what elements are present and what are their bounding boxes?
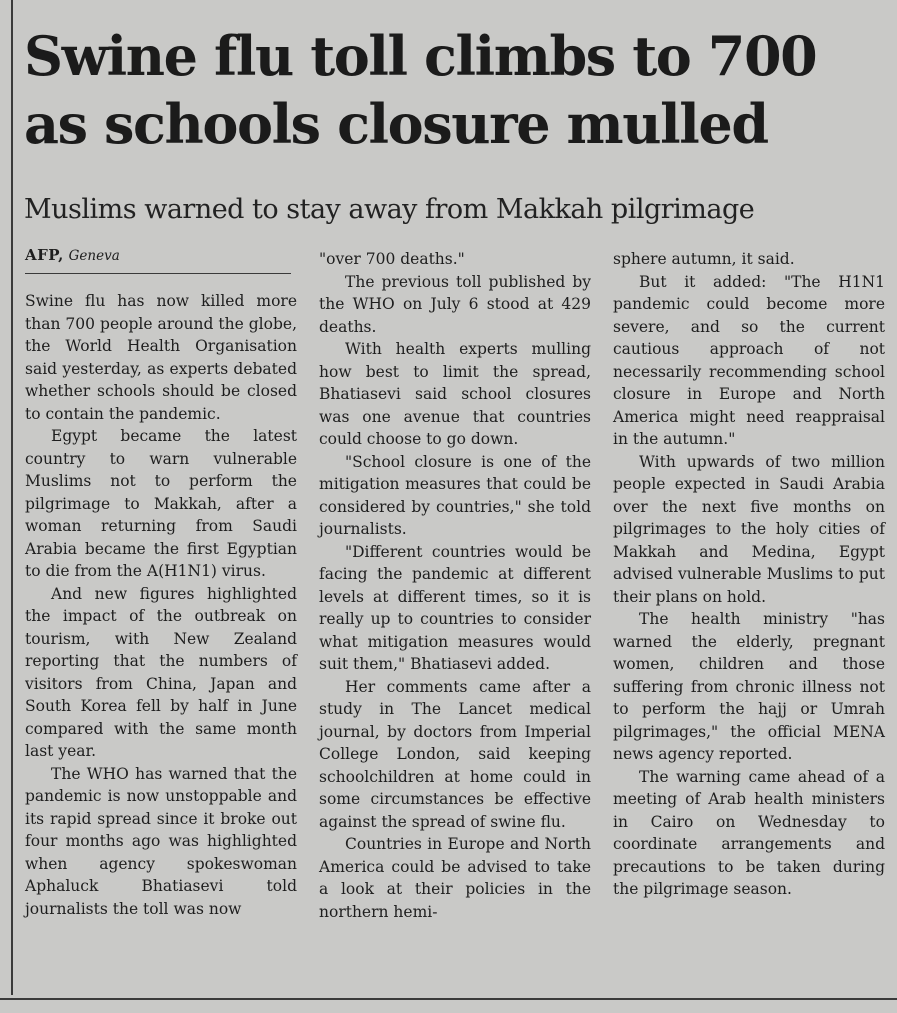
paragraph: Egypt became the latest country to warn vulnerable Muslims not to perform the pilgrimage to Makkah, after a woman returning from Saudi Arabia became the first Egyptian to die from the A(H1N1) virus. [25, 427, 297, 580]
paragraph: But it added: "The H1N1 pandemic could become more severe, and so the current cautious approach of not necessarily recommending school closure in Europe and North America might need reappraisal in the autumn." [613, 272, 885, 448]
headline [24, 22, 894, 158]
paragraph: Countries in Europe and North America could be advised to take a look at their policies in the northern hemi- [319, 835, 591, 921]
paragraph: sphere autumn, it said. [613, 250, 795, 268]
headline-line-1: Swine flu toll climbs to 700 [24, 24, 817, 88]
article-column-2 [319, 248, 591, 923]
article-column-1 [25, 244, 297, 920]
paragraph: The warning came ahead of a meeting of Arab health ministers in Cairo on Wednesday to coordinate arrangements and precautions to be taken during the pilgrimage season. [613, 767, 885, 898]
paragraph: The WHO has warned that the pandemic is now unstoppable and its rapid spread since it broke out four months ago was highlighted when agency spokeswoman Aphaluck Bhatiasevi told journalists the toll was now [25, 764, 297, 918]
paragraph: Swine flu has now killed more than 700 people around the globe, the World Health Organisation said yesterday, as experts debated whether schools should be closed to contain the pandemic. [25, 292, 297, 423]
paragraph: Her comments came after a study in The Lancet medical journal, by doctors from Imperial College London, said keeping schoolchildren at home could in some circumstances be effective against the spread of swine flu. [319, 677, 591, 831]
paragraph: With upwards of two million people expected in Saudi Arabia over the next five months on pilgrimages to the holy cities of Makkah and Medina, Egypt advised vulnerable Muslims to put their plans on hold. [613, 452, 885, 606]
byline [25, 244, 291, 274]
paragraph: "Different countries would be facing the pandemic at different levels at different times, so it is really up to countries to consider what mitigation measures would suit them," Bhatiasevi added. [319, 542, 591, 673]
paragraph: "School closure is one of the mitigation measures that could be considered by countries," she told journalists. [319, 452, 591, 538]
paragraph: The health ministry "has warned the elderly, pregnant women, children and those suffering from chronic illness not to perform the hajj or Umrah pilgrimages," the official MENA news agency reported. [613, 610, 885, 763]
paragraph: With health experts mulling how best to limit the spread, Bhatiasevi said school closures was one avenue that countries could choose to go down. [319, 340, 591, 448]
byline-agency: AFP, [25, 246, 64, 264]
paragraph: And new figures highlighted the impact of the outbreak on tourism, with New Zealand reporting that the numbers of visitors from China, Japan and South Korea fell by half in June compared with the same month last year. [25, 584, 297, 760]
headline-line-2: as schools closure mulled [24, 92, 768, 156]
paragraph: The previous toll published by the WHO on July 6 stood at 429 deaths. [319, 272, 591, 336]
left-column-rule [11, 0, 13, 995]
bottom-rule [0, 998, 897, 1000]
byline-dateline: Geneva [68, 248, 120, 264]
article-column-3 [613, 248, 885, 901]
paragraph: "over 700 deaths." [319, 250, 465, 268]
subheadline: Muslims warned to stay away from Makkah pilgrimage [24, 194, 755, 225]
